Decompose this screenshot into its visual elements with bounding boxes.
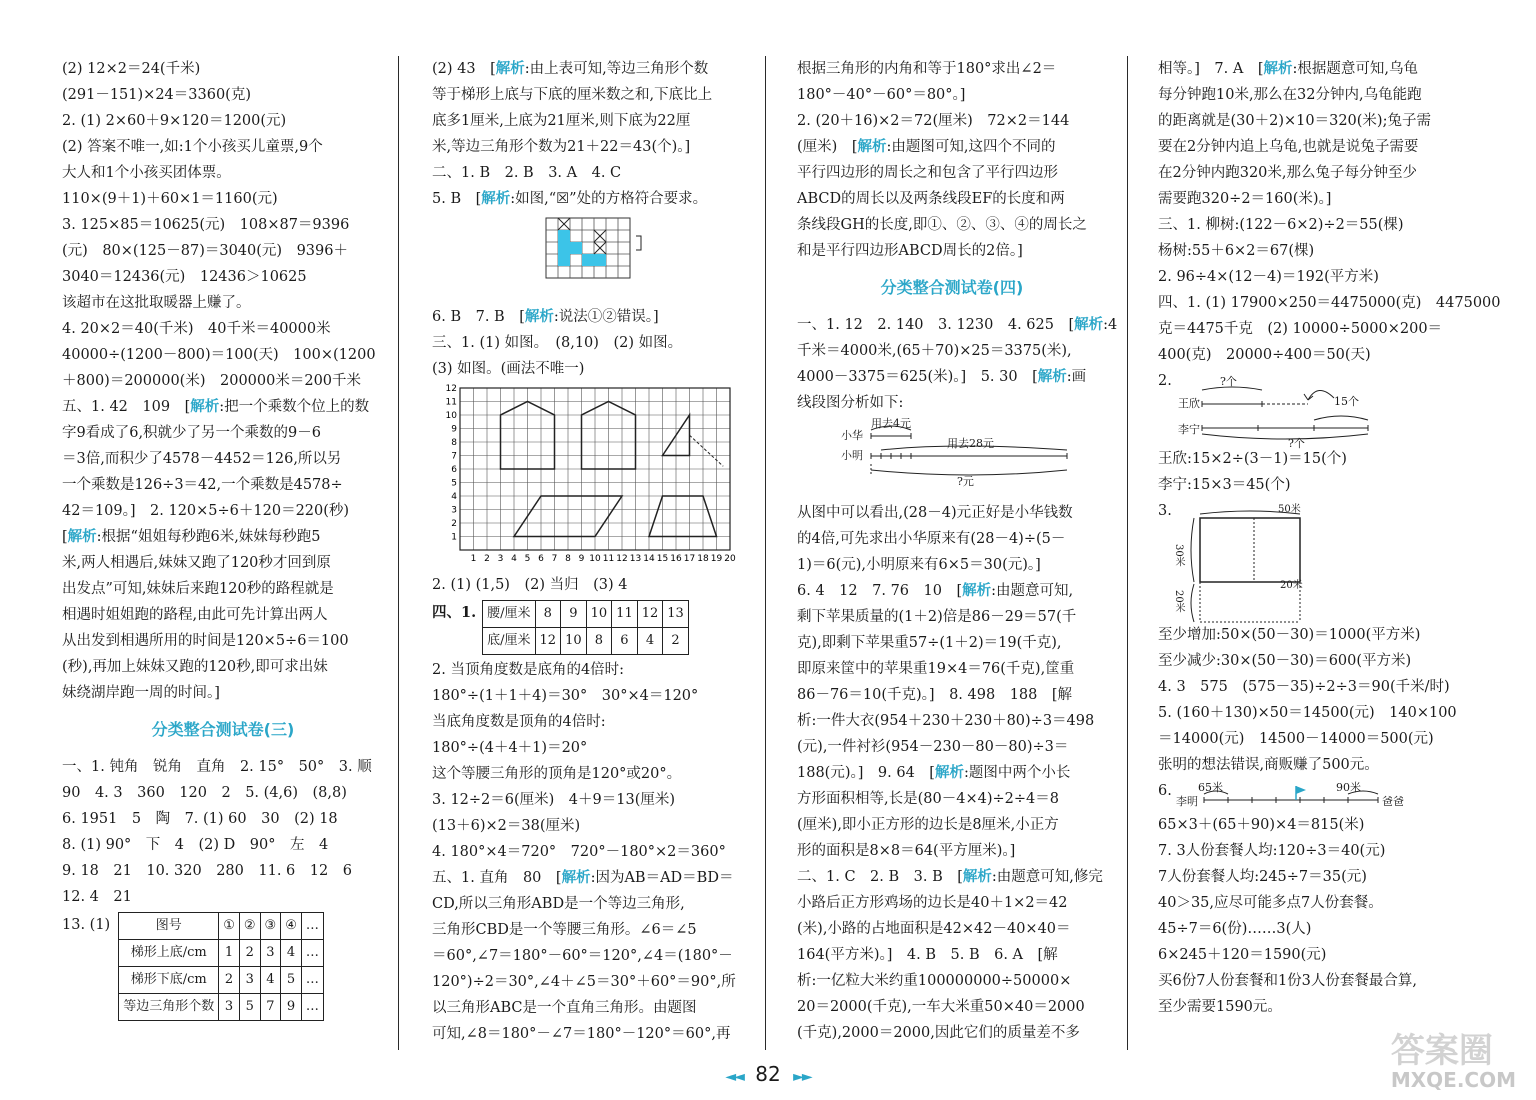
answer-line: 188(元)。] 9. 64 [解析:题图中两个小长 <box>797 764 1071 781</box>
answer-line: 3040＝12436(元) 12436＞10625 <box>62 269 307 285</box>
x-tick-label: 11 <box>602 554 615 564</box>
answer-line: 四、1. (1) 17900×250＝4475000(克) 4475000 <box>1158 295 1501 311</box>
answer-line: (厘米) [解析:由题图可知,这四个不同的 <box>797 138 1056 155</box>
answer-line: 一、1. 钝角 锐角 直角 2. 15° 50° 3. 顺 <box>62 759 372 775</box>
answer-line: 90 4. 3 360 120 2 5. (4,6) (8,8) <box>62 785 347 801</box>
answer-line: 6. <box>1158 783 1172 799</box>
table-cell: ④ <box>281 913 302 940</box>
y-tick-label: 3 <box>451 505 457 516</box>
answer-line: 7. 3人份套餐人均:120÷3＝40(元) <box>1158 843 1386 859</box>
diagram-label: 用去28元 <box>947 437 994 450</box>
answer-line: 等于梯形上底与下底的厘米数之和,下底比上 <box>432 87 713 103</box>
answer-line: (2) 43 [解析:由上表可知,等边三角形个数 <box>432 60 709 77</box>
answer-line: 三、1. 柳树:(122－6×2)÷2＝55(棵) <box>1158 217 1404 233</box>
answer-line: 2. (20＋16)×2＝72(厘米) 72×2＝144 <box>797 113 1070 129</box>
highlight-cell <box>558 242 570 254</box>
answer-line: (秒),再加上妹妹又跑的120秒,即可求出妹 <box>62 659 328 675</box>
table-cell: 4 <box>260 967 281 994</box>
answer-line: (291－151)×24＝3360(克) <box>62 87 251 103</box>
answer-line: ＋800)＝200000(米) 200000米＝200千米 <box>62 373 362 389</box>
table-cell: 8 <box>586 628 612 655</box>
answer-line: (2) 12×2＝24(千米) <box>62 61 201 77</box>
answer-block <box>797 56 1107 264</box>
answer-line: 164(平方米)。] 4. B 5. B 6. A [解 <box>797 947 1058 963</box>
isosceles-table <box>482 600 689 655</box>
coordinate-grid-figure <box>432 382 752 572</box>
y-tick-label: 7 <box>451 451 457 462</box>
x-tick-label: 18 <box>697 554 709 564</box>
answer-line: 6×245＋120＝1590(元) <box>1158 947 1327 963</box>
answer-line: 9. 18 21 10. 320 280 11. 6 12 6 <box>62 863 352 879</box>
answer-line: 五、1. 42 109 [解析:把一个乘数个位上的数 <box>62 398 370 415</box>
answer-line: 5. B [解析:如图,“☒”处的方格符合要求。 <box>432 190 708 207</box>
table-cell: 3 <box>260 940 281 967</box>
prev-arrows-icon: ◄◄ <box>725 1069 743 1085</box>
x-tick-label: 19 <box>710 554 723 564</box>
analysis-keyword: 解析 <box>1074 316 1104 333</box>
answer-line: 45÷7＝6(份)……3(人) <box>1158 921 1312 937</box>
answer-line: 米,两人相遇后,妹妹又跑了120秒才回到原 <box>62 555 331 571</box>
x-tick-label: 16 <box>670 554 682 564</box>
column-4 <box>1158 56 1501 1020</box>
answer-line: 180°－40°－60°＝80°。] <box>797 87 966 103</box>
answer-line: CD,所以三角形ABD是一个等边三角形, <box>432 896 685 912</box>
column-1 <box>62 56 384 1021</box>
answer-line: 析:一件大衣(954＋230＋230＋80)÷3＝498 <box>797 713 1095 729</box>
y-tick-label: 8 <box>451 438 457 448</box>
table-cell: 5 <box>239 994 260 1021</box>
answer-line: 一个乘数是126÷3＝42,一个乘数是4578÷ <box>62 477 343 493</box>
answer-line: 40＞35,应尽可能多点7人份套餐。 <box>1158 895 1383 911</box>
diagram-label: 65米 <box>1198 781 1223 794</box>
answer-block <box>62 754 384 910</box>
table-row <box>119 940 324 967</box>
answer-line: 2. 96÷4×(12－4)＝192(平方米) <box>1158 269 1379 285</box>
rectangle-svg <box>1158 504 1468 622</box>
answer-line: 6. B 7. B [解析:说法①②错误。] <box>432 308 659 325</box>
analysis-keyword: 解析 <box>962 582 992 599</box>
table-cell: 图号 <box>119 913 219 940</box>
highlight-cell <box>558 254 570 266</box>
answer-line: ABCD的周长以及两条线段EF的长度和两 <box>797 191 1065 207</box>
answer-line: 字9看成了6,积就少了另一个乘数的9－6 <box>62 425 322 441</box>
table-cell: 2 <box>219 967 240 994</box>
answer-line: 李宁:15×3＝45(个) <box>1158 477 1291 493</box>
answer-line: 方形面积相等,长是(80－4×4)÷2÷4＝8 <box>797 791 1059 807</box>
answer-line: 要在2分钟内追上乌龟,也就是说兔子需要 <box>1158 139 1419 155</box>
table-cell: 11 <box>612 601 638 628</box>
answer-line: 相等。] 7. A [解析:根据题意可知,乌龟 <box>1158 60 1418 77</box>
answer-line: 2. 当顶角度数是底角的4倍时: <box>432 662 625 678</box>
answer-line: 条线段GH的长度,即①、②、③、④的周长之 <box>797 217 1087 233</box>
x-tick-label: 17 <box>683 554 696 564</box>
diagram-label: 李宁 <box>1178 423 1200 436</box>
table-cell: … <box>301 967 323 994</box>
table-cell: 8 <box>535 601 561 628</box>
answer-line: 5. (160＋130)×50＝14500(元) 140×100 <box>1158 705 1457 721</box>
y-tick-label: 11 <box>445 397 457 408</box>
diagram-label: 50米 <box>1278 504 1301 515</box>
answer-line: 二、1. B 2. B 3. A 4. C <box>432 165 622 181</box>
y-tick-label: 4 <box>451 492 457 502</box>
answer-block <box>797 500 1107 1046</box>
answer-line: 至少减少:30×(50－30)＝600(平方米) <box>1158 653 1412 669</box>
answer-line: 米,等边三角形个数为21＋22＝43(个)。] <box>432 139 691 155</box>
analysis-keyword: 解析 <box>1263 60 1293 77</box>
answer-block <box>432 657 752 1047</box>
analysis-keyword: 解析 <box>857 138 887 155</box>
grid-figure-svg <box>542 214 662 298</box>
answer-block <box>1158 812 1468 1020</box>
watermark <box>1390 1031 1516 1092</box>
watermark-url: MXQE.COM <box>1390 1068 1516 1092</box>
diagram-label: ?个 <box>1288 437 1305 450</box>
answer-line: (元) 80×(125－87)＝3040(元) 9396＋ <box>62 243 348 259</box>
analysis-keyword: 解析 <box>67 528 97 545</box>
answer-line: 每分钟跑10米,那么在32分钟内,乌龟能跑 <box>1158 87 1422 103</box>
page-footer <box>0 1062 1536 1086</box>
x-tick-label: 10 <box>589 554 601 564</box>
answer-line: 该超市在这批取暖器上赚了。 <box>62 295 251 311</box>
analysis-keyword: 解析 <box>481 190 511 207</box>
column-divider <box>398 56 399 1050</box>
table-cell: 4 <box>281 940 302 967</box>
y-tick-label: 12 <box>445 384 457 394</box>
answer-line: [解析:根据“姐姐每秒跑6米,妹妹每秒跑5 <box>62 528 321 545</box>
answer-block <box>1158 622 1468 804</box>
distance-svg <box>1158 782 1468 812</box>
table-cell: ③ <box>260 913 281 940</box>
y-tick-label: 1 <box>451 532 457 543</box>
answer-line: 120°)÷2＝30°,∠4＋∠5＝30°＋60°＝90°,所 <box>432 974 736 990</box>
analysis-keyword: 解析 <box>962 868 992 885</box>
y-tick-label: 5 <box>451 478 457 489</box>
line-segment-diagram <box>797 416 1107 500</box>
table-cell: ① <box>219 913 240 940</box>
highlight-cell <box>594 254 606 266</box>
table-cell: 5 <box>281 967 302 994</box>
x-tick-label: 15 <box>656 554 669 564</box>
answer-block <box>432 304 752 382</box>
answer-line: 6. 1951 5 陶 7. (1) 60 30 (2) 18 <box>62 811 338 827</box>
table-cell: 梯形上底/cm <box>119 940 219 967</box>
x-tick-label: 4 <box>511 554 517 564</box>
table-cell: 4 <box>637 628 663 655</box>
x-tick-label: 7 <box>551 554 558 564</box>
answer-line: 400(克) 20000÷400＝50(天) <box>1158 347 1371 363</box>
analysis-keyword: 解析 <box>561 869 591 886</box>
highlight-cell <box>558 230 570 242</box>
diagram-label: 用去4元 <box>871 417 911 430</box>
column-divider <box>765 56 766 1050</box>
answer-line: 2. (1) (1,5) (2) 当归 (3) 4 <box>432 577 628 593</box>
table-cell: 2 <box>663 628 689 655</box>
answer-line: 的距离就是(30＋2)×10＝320(米);兔子需 <box>1158 113 1431 129</box>
answer-line: ＝14000(元) 14500－14000＝500(元) <box>1158 731 1434 747</box>
answer-line: 一、1. 12 2. 140 3. 1230 4. 625 [解析:4 <box>797 316 1118 333</box>
answer-line: 40000÷(1200－800)＝100(天) 100×(1200 <box>62 347 376 363</box>
answer-line: 4000－3375＝625(米)。] 5. 30 [解析:画 <box>797 368 1087 385</box>
analysis-keyword: 解析 <box>1037 368 1067 385</box>
distance-diagram <box>1158 782 1468 812</box>
table-row <box>119 967 324 994</box>
table-cell: 3 <box>239 967 260 994</box>
answer-line: 12. 4 21 <box>62 889 132 905</box>
diagram-label: 20米 <box>1280 580 1303 591</box>
analysis-keyword: 解析 <box>524 308 554 325</box>
table-cell: 等边三角形个数 <box>119 994 219 1021</box>
rectangle-diagram <box>1158 504 1468 622</box>
next-arrows-icon: ►► <box>793 1069 811 1085</box>
answer-line: 小路后正方形鸡场的边长是40＋1×2＝42 <box>797 895 1068 911</box>
table-cell: 10 <box>586 601 612 628</box>
x-tick-label: 3 <box>497 554 504 564</box>
table-cell: 3 <box>219 994 240 1021</box>
answer-line: 这个等腰三角形的顶角是120°或20°。 <box>432 766 682 782</box>
column-divider <box>1127 56 1128 1050</box>
answer-line: 出发点”可知,妹妹后来跑120秒的路程就是 <box>62 581 334 597</box>
table-row <box>119 994 324 1021</box>
y-tick-label: 6 <box>451 465 457 475</box>
x-tick-label: 6 <box>538 554 544 564</box>
comparison-diagram <box>1158 375 1468 450</box>
answer-line: 张明的想法错误,商贩赚了500元。 <box>1158 757 1379 773</box>
answer-line: ＝3倍,而积少了4578－4452＝126,所以另 <box>62 451 342 467</box>
table-cell: … <box>301 940 323 967</box>
table-cell: 13 <box>663 601 689 628</box>
table-cell: 6 <box>612 628 638 655</box>
diagram-label: 20米 <box>1173 590 1184 613</box>
analysis-keyword: 解析 <box>495 60 525 77</box>
answer-line: 妹绕湖岸跑一周的时间。] <box>62 685 220 701</box>
highlight-cell <box>582 254 594 266</box>
table-row <box>483 601 689 628</box>
diagram-label: 李明 <box>1176 795 1198 808</box>
diagram-label: 小明 <box>841 449 863 462</box>
answer-line: 买6份7人份套餐和1份3人份套餐最合算, <box>1158 973 1418 989</box>
diagram-label: ?元 <box>957 475 974 488</box>
x-tick-label: 14 <box>643 554 655 564</box>
answer-line: 析:一亿粒大米约重100000000÷50000× <box>797 973 1072 989</box>
x-tick-label: 8 <box>565 554 571 564</box>
answer-line: 平行四边形的周长之和包含了平行四边形 <box>797 165 1058 181</box>
table-cell: 腰/厘米 <box>483 601 535 628</box>
answer-line: 王欣:15×2÷(3－1)＝15(个) <box>1158 451 1347 467</box>
answer-line: 底多1厘米,上底为21厘米,则下底为22厘 <box>432 113 691 129</box>
diagram-label: 爸爸 <box>1382 795 1404 808</box>
answer-line: 和是平行四边形ABCD周长的2倍。] <box>797 243 1023 259</box>
diagram-label: 30米 <box>1173 544 1184 567</box>
answer-line: (13＋6)×2＝38(厘米) <box>432 818 581 834</box>
answer-line: 三角形CBD是一个等腰三角形。∠6＝∠5 <box>432 922 697 938</box>
answer-line: 2. <box>1158 373 1172 389</box>
answer-line: 在2分钟内跑320米,那么兔子每分钟至少 <box>1158 165 1418 181</box>
table-row <box>119 913 324 940</box>
answer-line: (米),小路的占地面积是42×42－40×40＝ <box>797 921 1071 937</box>
question-label: 13. (1) <box>62 917 111 933</box>
answer-block <box>62 56 384 706</box>
grid-figure-small <box>432 212 752 304</box>
comparison-svg <box>1158 376 1468 456</box>
table-cell: 梯形下底/cm <box>119 967 219 994</box>
table-cell: … <box>301 994 323 1021</box>
answer-line: 大人和1个小孩买团体票。 <box>62 165 231 181</box>
answer-line: 千米＝4000米,(65＋70)×25＝3375(米), <box>797 343 1072 359</box>
answer-line: 克),即剩下苹果重57÷(1＋2)＝19(千克), <box>797 635 1062 651</box>
answer-line: 180°÷(1＋1＋4)＝30° 30°×4＝120° <box>432 688 699 704</box>
answer-line: 从图中可以看出,(28－4)元正好是小华钱数 <box>797 505 1073 521</box>
table-cell: 12 <box>535 628 561 655</box>
trapezoid-table <box>118 912 324 1021</box>
table-cell: 9 <box>281 994 302 1021</box>
watermark-logo-text: 答案圈 <box>1390 1031 1493 1071</box>
answer-line: 2. (1) 2×60＋9×120＝1200(元) <box>62 113 287 129</box>
answer-line: 至少需要1590元。 <box>1158 999 1282 1015</box>
answer-line: 五、1. 直角 80 [解析:因为AB＝AD＝BD＝ <box>432 869 734 886</box>
diagram-label: 15个 <box>1334 395 1359 408</box>
column-2 <box>432 56 752 1047</box>
question-label: 四、1. <box>432 604 477 621</box>
x-tick-label: 1 <box>470 554 477 564</box>
answer-line: 6. 4 12 7. 76 10 [解析:由题意可知, <box>797 582 1074 599</box>
section-title: 分类整合测试卷(四) <box>880 278 1024 297</box>
table-cell: 2 <box>239 940 260 967</box>
answer-line: 剩下苹果质量的(1＋2)倍是86－29＝57(千 <box>797 609 1077 625</box>
x-tick-label: 20 <box>724 554 736 564</box>
answer-line: 当底角度数是顶角的4倍时: <box>432 714 606 730</box>
answer-line: 克＝4475千克 (2) 10000÷5000×200＝ <box>1158 321 1443 337</box>
table-cell: 底/厘米 <box>483 628 535 655</box>
answer-line: 根据三角形的内角和等于180°求出∠2＝ <box>797 61 1057 77</box>
answer-line: 180°÷(4＋4＋1)＝20° <box>432 740 588 756</box>
answer-line: ＝60°,∠7＝180°－60°＝120°,∠4＝(180°－ <box>432 948 733 964</box>
section-title: 分类整合测试卷(三) <box>151 720 295 739</box>
answer-line: 从出发到相遇所用的时间是120×5÷6＝100 <box>62 633 349 649</box>
coordinate-grid-svg <box>432 384 742 570</box>
answer-line: 至少增加:50×(50－30)＝1000(平方米) <box>1158 627 1421 643</box>
answer-line: 3. 125×85＝10625(元) 108×87＝9396 <box>62 217 350 233</box>
answer-line: 86－76＝10(千克)。] 8. 498 188 [解 <box>797 687 1073 703</box>
answer-line: 形的面积是8×8＝64(平方厘米)。] <box>797 843 1016 859</box>
answer-line: 1)＝6(元),小明原来有6×5＝30(元)。] <box>797 557 1041 573</box>
answer-block <box>432 56 752 212</box>
diagram-label: 90米 <box>1336 781 1361 794</box>
segment-svg <box>797 416 1097 500</box>
diagram-label: ?个 <box>1220 375 1237 388</box>
diagram-label: 小华 <box>841 429 863 442</box>
answer-block <box>1158 56 1501 394</box>
page-number: 82 <box>755 1062 781 1086</box>
answer-line: 4. 180°×4＝720° 720°－180°×2＝360° <box>432 844 726 860</box>
answer-line: 8. (1) 90° 下 4 (2) D 90° 左 4 <box>62 837 329 853</box>
table-cell: … <box>301 913 323 940</box>
answer-line: 以三角形ABC是一个直角三角形。由题图 <box>432 1000 697 1016</box>
answer-line: 二、1. C 2. B 3. B [解析:由题意可知,修完 <box>797 868 1103 885</box>
y-tick-label: 9 <box>451 424 457 435</box>
answer-line: (3) 如图。(画法不唯一) <box>432 361 585 377</box>
answer-line: 杨树:55＋6×2＝67(棵) <box>1158 243 1315 259</box>
table-cell: 1 <box>219 940 240 967</box>
answer-line: (元),一件衬衫(954－230－80－80)÷3＝ <box>797 739 1069 755</box>
x-tick-label: 13 <box>629 554 642 564</box>
answer-line: 即原来筐中的苹果重19×4＝76(千克),筐重 <box>797 661 1075 677</box>
answer-line: 7人份套餐人均:245÷7＝35(元) <box>1158 869 1367 885</box>
diagram-label: 王欣 <box>1178 397 1200 410</box>
answer-line: (厘米),即小正方形的边长是8厘米,小正方 <box>797 817 1059 833</box>
answer-line: 需要跑320÷2＝160(米)。] <box>1158 191 1332 207</box>
table-cell: 12 <box>637 601 663 628</box>
answer-line: 110×(9＋1)＋60×1＝1160(元) <box>62 191 278 207</box>
highlight-cell <box>570 242 582 254</box>
answer-block <box>797 312 1118 416</box>
answer-line: 可知,∠8＝180°－∠7＝180°－120°＝60°,再 <box>432 1026 731 1042</box>
answer-line: 的4倍,可先求出小华原来有(28－4)÷(5－ <box>797 531 1066 547</box>
answer-line: 4. 20×2＝40(千米) 40千米＝40000米 <box>62 321 331 337</box>
answer-line: 相遇时姐姐跑的路程,由此可先计算出两人 <box>62 607 328 623</box>
answer-line: 65×3＋(65＋90)×4＝815(米) <box>1158 817 1365 833</box>
table-cell: 9 <box>561 601 587 628</box>
column-3 <box>797 56 1118 1046</box>
y-tick-label: 10 <box>445 411 457 421</box>
table-cell: ② <box>239 913 260 940</box>
analysis-keyword: 解析 <box>190 398 220 415</box>
drawn-shape <box>649 496 717 537</box>
answer-line: 42＝109。] 2. 120×5÷6＋120＝220(秒) <box>62 503 350 519</box>
answer-line: 三、1. (1) 如图。 (8,10) (2) 如图。 <box>432 335 683 351</box>
answer-line: 线段图分析如下: <box>797 395 904 411</box>
answer-line: 20＝2000(千克),一车大米重50×40＝2000 <box>797 999 1085 1015</box>
table-cell: 7 <box>260 994 281 1021</box>
table-row <box>483 628 689 655</box>
answer-line: (千克),2000＝2000,因此它们的质量差不多 <box>797 1025 1080 1041</box>
x-tick-label: 12 <box>616 554 628 564</box>
answer-line: 3. 12÷2＝6(厘米) 4＋9＝13(厘米) <box>432 792 676 808</box>
answer-line: 3. <box>1158 503 1172 519</box>
x-tick-label: 9 <box>578 554 585 564</box>
answer-line: (2) 答案不唯一,如:1个小孩买儿童票,9个 <box>62 139 323 155</box>
answer-line: 4. 3 575 (575－35)÷2÷3＝90(千米/时) <box>1158 679 1450 695</box>
answer-block <box>432 572 752 598</box>
y-tick-label: 2 <box>451 519 457 529</box>
x-tick-label: 2 <box>484 554 490 564</box>
analysis-keyword: 解析 <box>934 764 964 781</box>
x-tick-label: 5 <box>524 554 531 564</box>
table-cell: 10 <box>561 628 587 655</box>
